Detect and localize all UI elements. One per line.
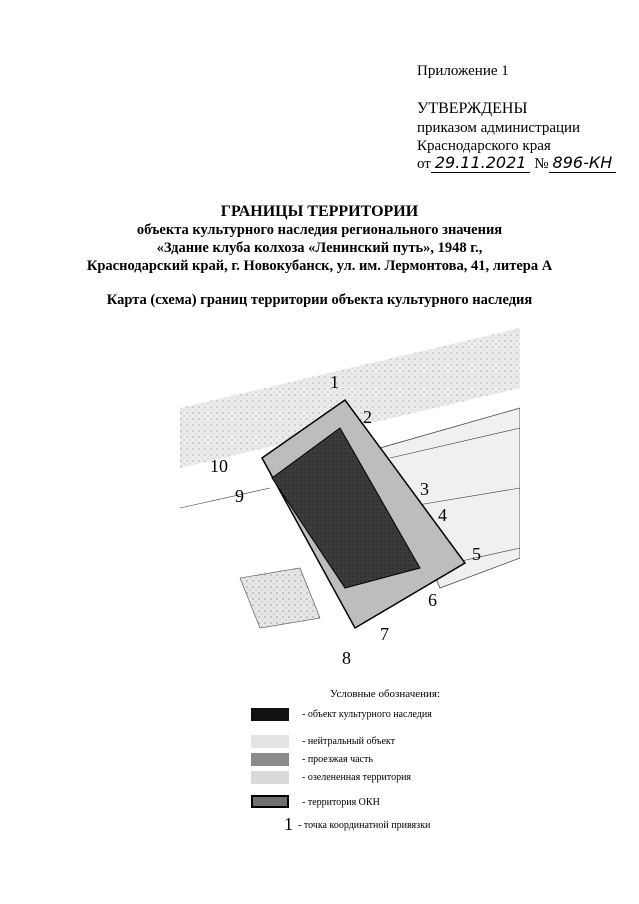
point-6: 6 (428, 590, 437, 610)
point-4: 4 (438, 505, 447, 525)
legend-item-neutral: - нейтральный объект (302, 736, 396, 747)
date-value: 29.11.2021 (431, 153, 531, 173)
title-line-1: объекта культурного наследия регионального значения (136, 222, 503, 238)
legend-swatch-heritage (251, 708, 289, 721)
point-7: 7 (380, 624, 389, 644)
legend-swatch-roadway (251, 753, 289, 766)
legend-item-heritage: - объект культурного наследия (302, 709, 432, 720)
region-line: Краснодарского края (417, 138, 551, 154)
legend-item-roadway: - проезжая часть (302, 754, 373, 765)
number-label: № (534, 156, 549, 172)
point-2: 2 (363, 407, 372, 427)
legend-title: Условные обозначения: (330, 688, 441, 700)
point-5: 5 (472, 544, 481, 564)
map-caption: Карта (схема) границ территории объекта культурного наследия (106, 292, 533, 308)
page-title: ГРАНИЦЫ ТЕРРИТОРИИ (220, 203, 419, 220)
legend-swatch-okn (251, 795, 289, 808)
order-date-line (417, 154, 616, 173)
point-1: 1 (330, 372, 339, 392)
legend-item-greenery: - озелененная территория (302, 772, 412, 783)
approved-label: УТВЕРЖДЕНЫ (417, 100, 528, 117)
legend-marker-point: 1 (284, 814, 293, 834)
point-9: 9 (235, 486, 244, 506)
appendix-label: Приложение 1 (417, 63, 509, 79)
point-3: 3 (420, 479, 429, 499)
legend-swatch-greenery (251, 771, 289, 784)
order-line: приказом администрации (417, 120, 581, 136)
legend-item-okn: - территория ОКН (302, 797, 380, 808)
territory-map (180, 328, 520, 666)
title-line-2: «Здание клуба колхоза «Ленинский путь», 1948 г., (156, 240, 483, 256)
number-value: 896-КН (549, 153, 617, 173)
legend-item-point: - точка координатной привязки (298, 820, 431, 831)
legend-swatch-neutral (251, 735, 289, 748)
date-prefix: от (417, 156, 431, 172)
point-10: 10 (210, 456, 228, 476)
point-8: 8 (342, 648, 351, 666)
title-line-3: Краснодарский край, г. Новокубанск, ул. им. Лермонтова, 41, литера А (86, 258, 553, 274)
